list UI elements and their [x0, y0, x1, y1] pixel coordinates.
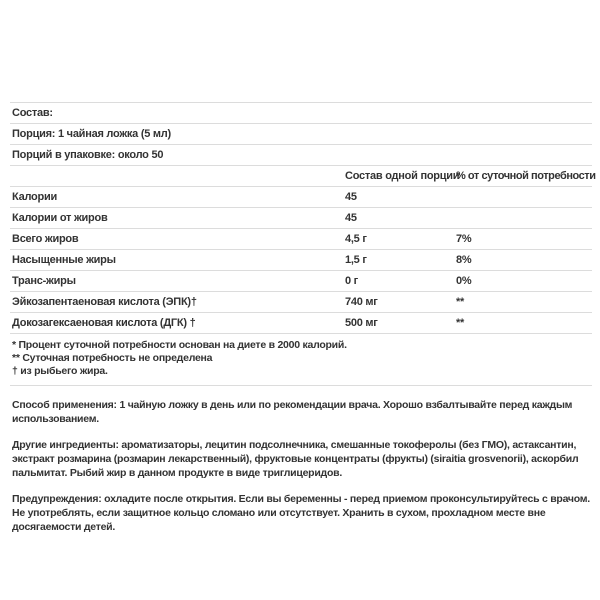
nutrient-daily-value: 0% — [454, 271, 592, 292]
footnotes-block — [10, 334, 592, 386]
nutrient-amount: 45 — [343, 208, 454, 229]
nutrient-row-total-fat — [10, 229, 592, 250]
nutrient-daily-value — [454, 208, 592, 229]
column-header-amount: Состав одной порции — [343, 166, 454, 187]
footnote-daily-value: * Процент суточной потребности основан на диете в 2000 калорий. — [12, 339, 347, 351]
column-header-spacer — [10, 166, 343, 187]
nutrient-name: Эйкозапентаеновая кислота (ЭПК)† — [10, 292, 343, 313]
column-header-daily-value: % от суточной потребности — [454, 166, 592, 187]
nutrient-name: Насыщенные жиры — [10, 250, 343, 271]
nutrient-amount: 45 — [343, 187, 454, 208]
nutrient-name: Всего жиров — [10, 229, 343, 250]
nutrient-daily-value — [454, 187, 592, 208]
nutrient-row-dha — [10, 313, 592, 334]
nutrient-amount: 500 мг — [343, 313, 454, 334]
nutrient-name: Транс-жиры — [10, 271, 343, 292]
composition-title: Состав: — [10, 103, 592, 124]
servings-per-container: Порций в упаковке: около 50 — [10, 145, 592, 166]
serving-size: Порция: 1 чайная ложка (5 мл) — [10, 124, 592, 145]
supplement-facts-table — [10, 102, 596, 334]
nutrient-name: Докозагексаеновая кислота (ДГК) † — [10, 313, 343, 334]
nutrient-row-epa — [10, 292, 592, 313]
servings-per-container-row — [10, 145, 592, 166]
nutrient-daily-value: ** — [454, 292, 592, 313]
nutrient-daily-value: ** — [454, 313, 592, 334]
nutrient-name: Калории — [10, 187, 343, 208]
nutrient-row-calories — [10, 187, 592, 208]
nutrient-name: Калории от жиров — [10, 208, 343, 229]
warnings-paragraph: Предупреждения: охладите после открытия. Если вы беременны - перед приемом проконсультируйтесь с врачом. Не употреблять, если защитное кольцо сломано или отсутствует. Хранить в сухом, прохладном месте вне досягаемости детей. — [12, 493, 590, 533]
composition-title-row — [10, 103, 592, 124]
footnote-not-established: ** Суточная потребность не определена — [12, 352, 213, 364]
nutrient-amount: 4,5 г — [343, 229, 454, 250]
footnote-fish-oil: † из рыбьего жира. — [12, 365, 108, 377]
nutrient-row-trans-fat — [10, 271, 592, 292]
directions-paragraph: Способ применения: 1 чайную ложку в день или по рекомендации врача. Хорошо взбалтывайте перед каждым использованием. — [12, 399, 573, 425]
other-ingredients-paragraph: Другие ингредиенты: ароматизаторы, лецитин подсолнечника, смешанные токоферолы (без ГМО), астаксантин, экстракт розмарина (розмарин лекарственный), фруктовые концентраты (фрукты) (siraitia grosvenorii), аскорбил пальмитат. Рыбий жир в данном продукте в виде триглицеридов. — [12, 439, 579, 479]
nutrient-amount: 740 мг — [343, 292, 454, 313]
nutrient-row-saturated-fat — [10, 250, 592, 271]
nutrient-row-calories-from-fat — [10, 208, 592, 229]
serving-size-row — [10, 124, 592, 145]
nutrient-amount: 1,5 г — [343, 250, 454, 271]
nutrient-daily-value: 8% — [454, 250, 592, 271]
column-header-row — [10, 166, 592, 187]
nutrient-daily-value: 7% — [454, 229, 592, 250]
nutrient-amount: 0 г — [343, 271, 454, 292]
